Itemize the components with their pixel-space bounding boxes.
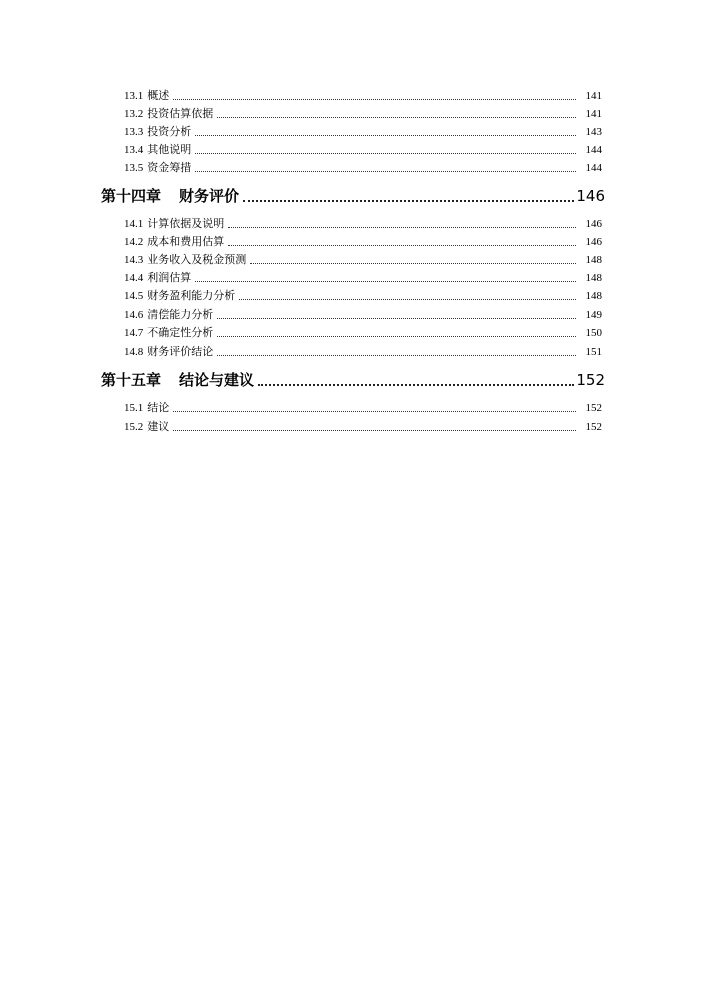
- toc-entry-number: 14.2: [124, 236, 144, 248]
- toc-chapter-page: 146: [576, 187, 605, 205]
- toc-entry-title: 投资估算依据: [147, 107, 214, 120]
- toc-dot-leader: [228, 215, 576, 233]
- toc-entry-number: 14.3: [124, 254, 144, 266]
- toc-entry-number: 14.1: [124, 218, 144, 230]
- toc-chapter-page: 152: [576, 371, 605, 389]
- toc-dot-leader: [173, 418, 576, 436]
- toc-entry-number: 14.7: [124, 327, 144, 339]
- toc-chapter-title: 财务评价: [179, 187, 240, 205]
- toc-chapter-14[interactable]: [101, 185, 605, 207]
- toc-entry-title: 财务评价结论: [147, 345, 214, 358]
- toc-entry-title: 建议: [147, 420, 170, 433]
- toc-entry-title: 利润估算: [147, 271, 192, 284]
- toc-entry-number: 13.3: [124, 126, 144, 138]
- toc-entry-title: 财务盈利能力分析: [147, 289, 236, 302]
- toc-dot-leader: [173, 87, 576, 105]
- toc-entry-13-3[interactable]: [124, 123, 602, 141]
- toc-chapter-15[interactable]: [101, 369, 605, 391]
- toc-entry-title: 概述: [147, 89, 170, 102]
- toc-entry-page: 146: [585, 236, 602, 248]
- toc-entry-13-1[interactable]: [124, 87, 602, 105]
- toc-entry-14-3[interactable]: [124, 251, 602, 269]
- toc-entry-14-8[interactable]: [124, 343, 602, 361]
- toc-entry-number: 14.6: [124, 309, 144, 321]
- toc-dot-leader: [195, 269, 576, 287]
- toc-entry-page: 141: [585, 108, 602, 120]
- toc-entry-page: 148: [585, 272, 602, 284]
- toc-dot-leader: [217, 105, 576, 123]
- toc-dot-leader: [173, 399, 576, 417]
- toc-entry-title: 不确定性分析: [147, 326, 214, 339]
- toc-chapter-number: 第十四章: [101, 187, 162, 205]
- toc-entry-page: 144: [585, 144, 602, 156]
- toc-entry-14-6[interactable]: [124, 306, 602, 324]
- toc-entry-number: 13.4: [124, 144, 144, 156]
- toc-entry-title: 结论: [147, 401, 170, 414]
- toc-dot-leader: [195, 141, 576, 159]
- toc-entry-number: 14.4: [124, 272, 144, 284]
- toc-entry-14-4[interactable]: [124, 269, 602, 287]
- toc-entry-14-2[interactable]: [124, 233, 602, 251]
- toc-entry-13-2[interactable]: [124, 105, 602, 123]
- toc-entry-page: 151: [585, 346, 602, 358]
- toc-entry-page: 148: [585, 290, 602, 302]
- toc-entry-title: 其他说明: [147, 143, 192, 156]
- toc-entry-page: 146: [585, 218, 602, 230]
- toc-entry-number: 15.1: [124, 402, 144, 414]
- toc-entry-page: 152: [585, 402, 602, 414]
- toc-entry-number: 13.5: [124, 162, 144, 174]
- toc-entry-15-1[interactable]: [124, 399, 602, 417]
- toc-entry-page: 148: [585, 254, 602, 266]
- toc-entry-number: 13.2: [124, 108, 144, 120]
- toc-entry-14-1[interactable]: [124, 215, 602, 233]
- toc-dot-leader: [228, 233, 576, 251]
- toc-dot-leader: [195, 159, 576, 177]
- toc-entry-page: 149: [585, 309, 602, 321]
- toc-entry-13-4[interactable]: [124, 141, 602, 159]
- toc-dot-leader: [217, 324, 576, 342]
- toc-dot-leader: [258, 369, 574, 391]
- toc-entry-13-5[interactable]: [124, 159, 602, 177]
- toc-entry-15-2[interactable]: [124, 418, 602, 436]
- toc-entry-number: 14.8: [124, 346, 144, 358]
- toc-entry-number: 15.2: [124, 421, 144, 433]
- toc-entry-title: 资金筹措: [147, 161, 192, 174]
- toc-entry-number: 13.1: [124, 90, 144, 102]
- toc-entry-page: 152: [585, 421, 602, 433]
- toc-entry-number: 14.5: [124, 290, 144, 302]
- toc-dot-leader: [217, 306, 576, 324]
- toc-chapter-number: 第十五章: [101, 371, 162, 389]
- toc-chapter-title: 结论与建议: [179, 371, 255, 389]
- toc-dot-leader: [195, 123, 576, 141]
- toc-dot-leader: [250, 251, 576, 269]
- toc-dot-leader: [217, 343, 576, 361]
- toc-entry-title: 计算依据及说明: [147, 217, 225, 230]
- toc-dot-leader: [239, 287, 576, 305]
- toc-dot-leader: [243, 185, 574, 207]
- toc-entry-page: 150: [585, 327, 602, 339]
- toc-entry-page: 143: [585, 126, 602, 138]
- toc-entry-14-5[interactable]: [124, 287, 602, 305]
- toc-entry-title: 业务收入及税金预测: [147, 253, 247, 266]
- toc-entry-title: 投资分析: [147, 125, 192, 138]
- toc-entry-title: 成本和费用估算: [147, 235, 225, 248]
- toc-entry-14-7[interactable]: [124, 324, 602, 342]
- toc-entry-page: 141: [585, 90, 602, 102]
- toc-entry-page: 144: [585, 162, 602, 174]
- toc-entry-title: 清偿能力分析: [147, 308, 214, 321]
